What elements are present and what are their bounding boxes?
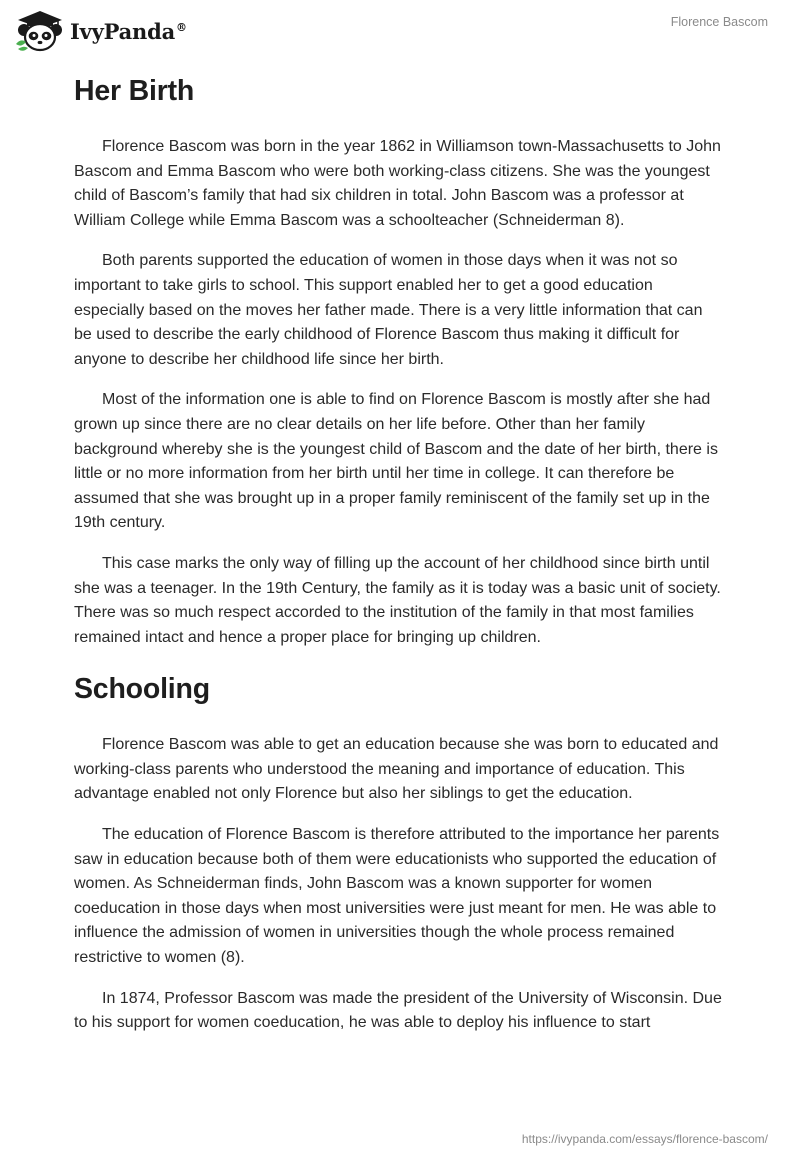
- section-heading-schooling: Schooling: [74, 673, 210, 706]
- paragraph: This case marks the only way of filling up the account of her childhood since birth until she was a teenager. In the 19th Century, the family as it is today was a basic unit of society. There was so much respect accorded to the institution of the family in that most families remained intact and hence a proper place for bringing up children.: [74, 554, 721, 646]
- source-url[interactable]: https://ivypanda.com/essays/florence-bascom/: [521, 1132, 768, 1146]
- brand-name-text: IvyPanda: [70, 18, 176, 44]
- brand-name: [70, 19, 187, 44]
- essay-content: [74, 70, 724, 1036]
- registered-mark: ®: [176, 20, 187, 34]
- paragraph: Both parents supported the education of women in those days when it was not so important to take girls to school. This support enabled her to get a good education especially based on the moves her father made. There is a very little information that can be used to describe the early childhood of Florence Bascom thus making it difficult for anyone to describe her childhood life since her birth.: [74, 252, 703, 368]
- paragraph: Florence Bascom was able to get an education because she was born to educated and working-class parents who understood the meaning and importance of education. This advantage enabled not only Florence but also her siblings to get the education.: [74, 736, 719, 803]
- panda-graduation-cap-icon: [14, 8, 66, 52]
- document-title: Florence Bascom: [670, 15, 768, 29]
- paragraph: Florence Bascom was born in the year 1862 in Williamson town-Massachusetts to John Bascom and Emma Bascom who were both working-class citizens. She was the youngest child of Bascom’s family that had six children in total. John Bascom was a professor at William College while Emma Bascom was a schoolteacher (Schneiderman 8).: [74, 138, 721, 229]
- paragraph: Most of the information one is able to find on Florence Bascom is mostly after she had grown up since there are no clear details on her life before. Other than her family background whereby she is the youngest child of Bascom and the date of her birth, there is little or no more information from her birth until her time in college. It can therefore be assumed that she was brought up in a proper family reminiscent of the family set up in the 19th century.: [74, 391, 718, 532]
- page-header: [0, 0, 800, 60]
- paragraph: The education of Florence Bascom is therefore attributed to the importance her parents saw in education because both of them were educationists who supported the education of women. As Schneiderman finds, John Bascom was a known supporter for women coeducation in those days when most universities were just meant for men. He was able to influence the admission of women in universities though the whole process remained restrictive to women (8).: [74, 826, 720, 967]
- section-heading-birth: Her Birth: [74, 75, 195, 107]
- ivypanda-logo[interactable]: [14, 8, 187, 52]
- paragraph: In 1874, Professor Bascom was made the president of the University of Wisconsin. Due to his support for women coeducation, he was able to deploy his influence to start: [74, 989, 722, 1032]
